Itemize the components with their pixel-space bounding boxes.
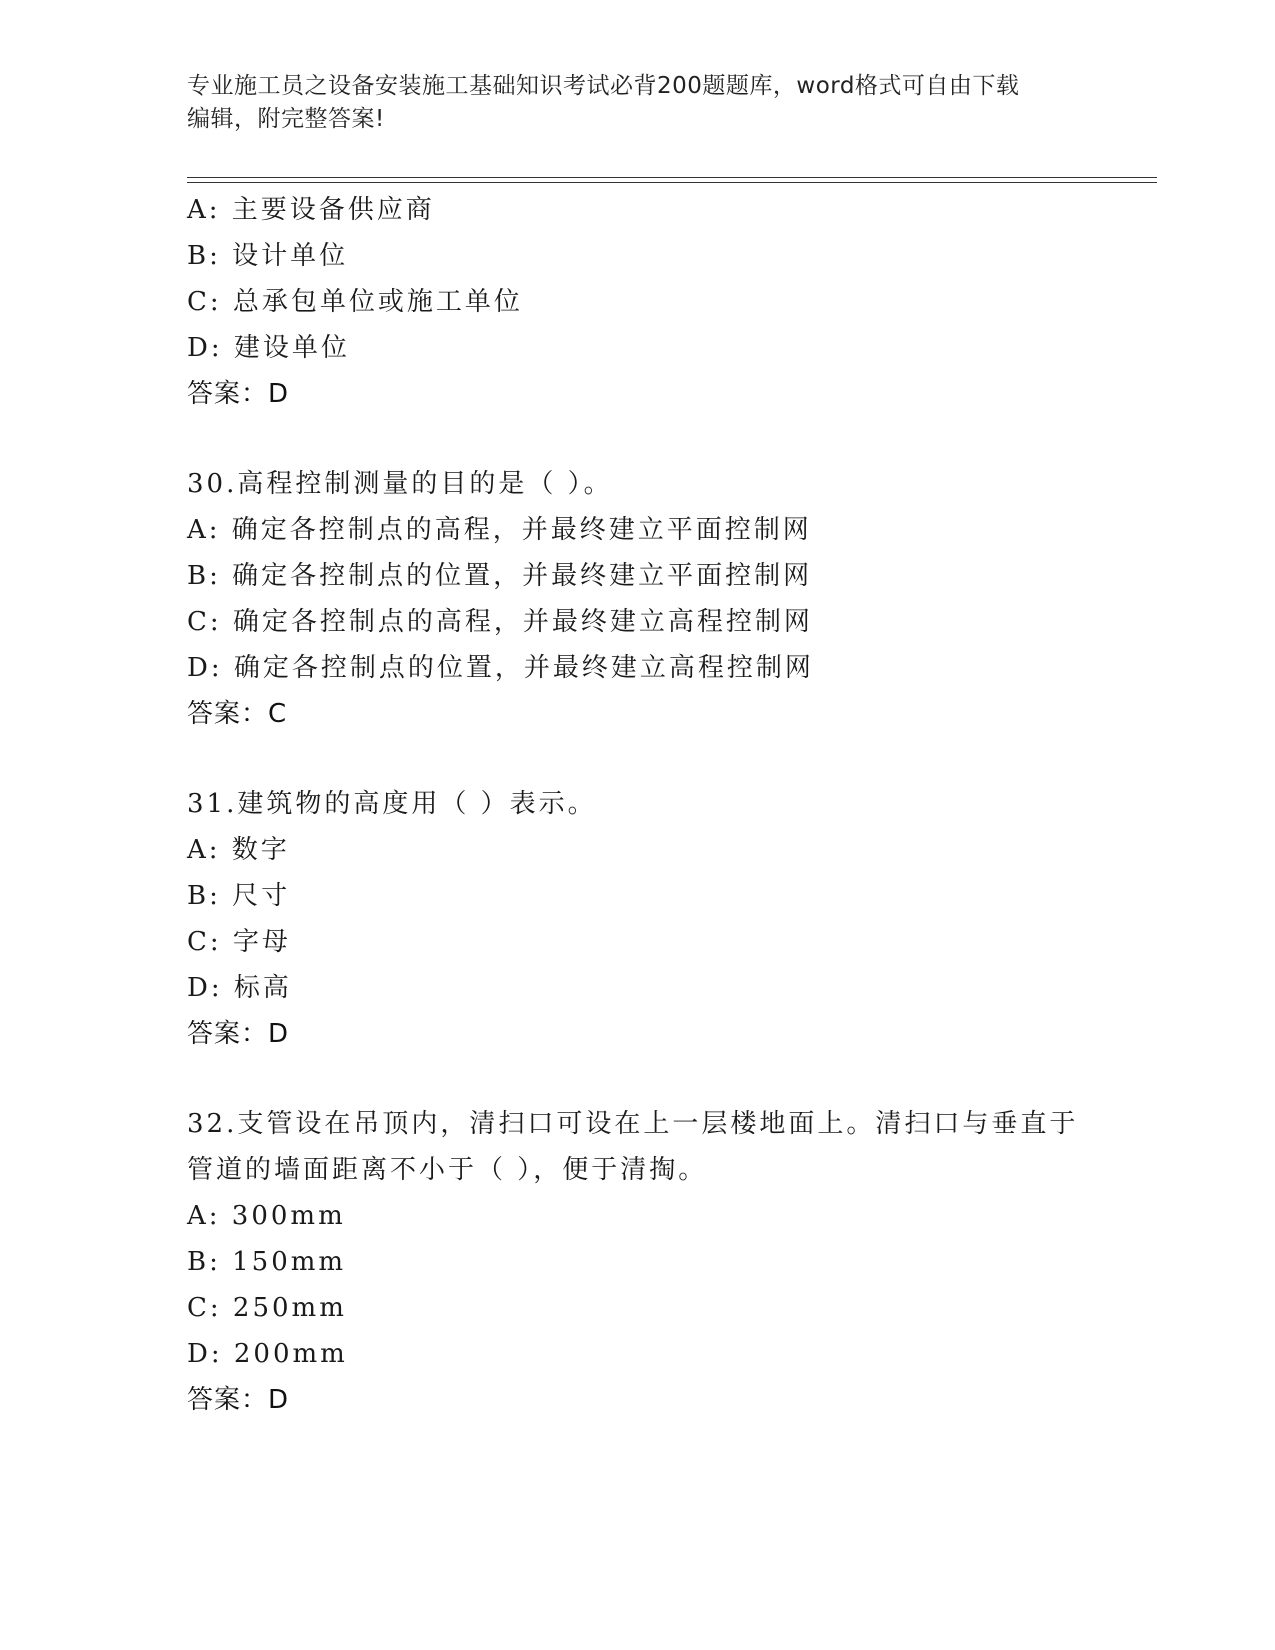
option-c: C: 确定各控制点的高程，并最终建立高程控制网 [187,607,813,637]
question-31 [187,781,1147,1057]
answer-line: 答案：C [187,699,288,729]
option-a: A: 确定各控制点的高程，并最终建立平面控制网 [187,515,812,545]
option-b: B: 150mm [187,1247,347,1277]
option-c: C: 字母 [187,927,291,957]
header-title-line-1: 专业施工员之设备安装施工基础知识考试必背200题题库，word格式可自由下载 [187,73,1020,99]
question-30 [187,461,1147,737]
option-a: A: 300mm [187,1201,346,1231]
option-a: A: 主要设备供应商 [187,195,435,225]
header-divider-bottom [187,182,1157,183]
option-a: A: 数字 [187,835,290,865]
option-d: D: 建设单位 [187,333,350,363]
question-list [187,187,1147,1423]
header-divider-top [187,177,1157,178]
option-b: B: 确定各控制点的位置，并最终建立平面控制网 [187,561,813,591]
header-title-line-2: 编辑，附完整答案! [187,106,385,132]
answer-line: 答案：D [187,1385,290,1415]
question-text: 30.高程控制测量的目的是（ ）。 [187,469,613,499]
question-text-line-2: 管道的墙面距离不小于（ ），便于清掏。 [187,1155,708,1185]
question-32 [187,1101,1147,1423]
spacer [187,737,1147,781]
option-d: D: 200mm [187,1339,348,1369]
option-b: B: 设计单位 [187,241,349,271]
spacer [187,417,1147,461]
question-29 [187,187,1147,417]
answer-line: 答案：D [187,379,290,409]
answer-line: 答案：D [187,1019,290,1049]
option-c: C: 总承包单位或施工单位 [187,287,523,317]
question-text-line-1: 32.支管设在吊顶内，清扫口可设在上一层楼地面上。清扫口与垂直于 [187,1109,1079,1139]
document-header [187,70,1087,136]
option-c: C: 250mm [187,1293,347,1323]
spacer [187,1057,1147,1101]
option-d: D: 标高 [187,973,292,1003]
option-b: B: 尺寸 [187,881,291,911]
question-text: 31.建筑物的高度用（ ）表示。 [187,789,597,819]
option-d: D: 确定各控制点的位置，并最终建立高程控制网 [187,653,814,683]
